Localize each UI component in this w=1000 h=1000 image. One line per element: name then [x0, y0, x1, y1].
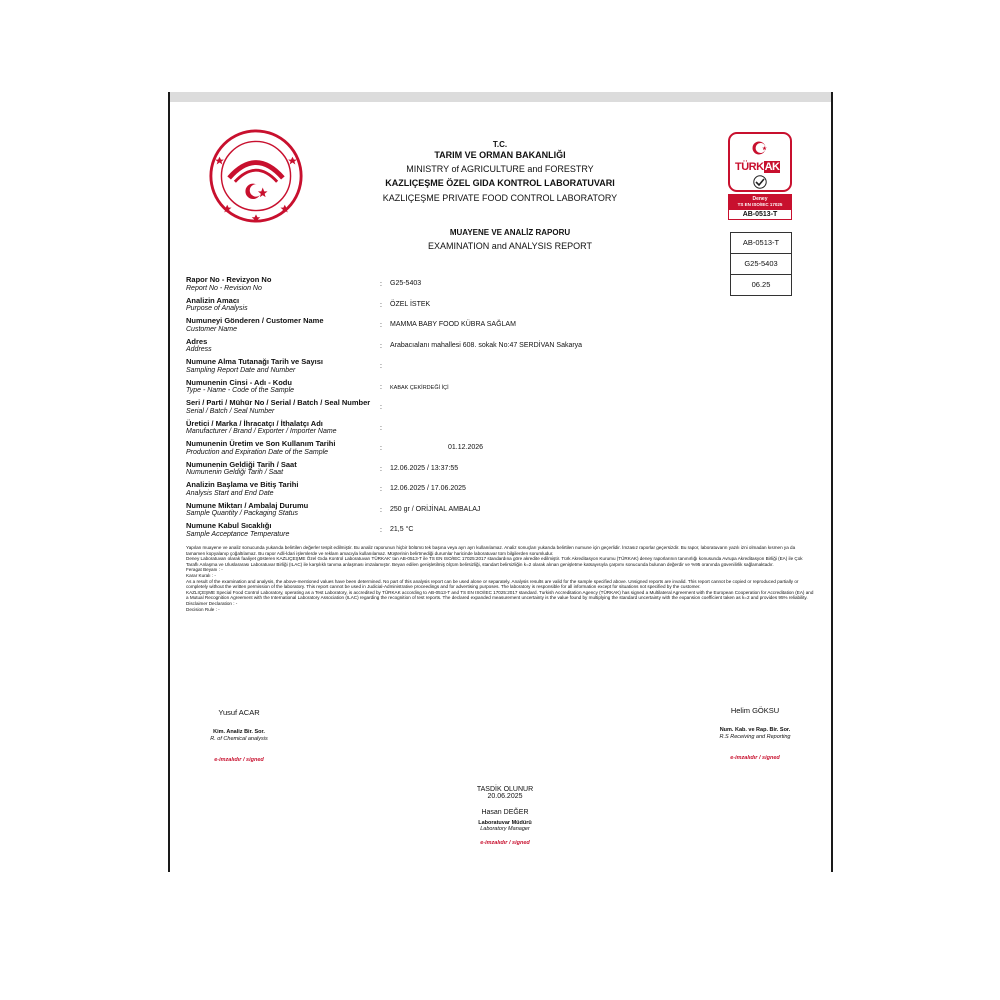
report-page	[170, 102, 831, 872]
turkak-logo	[728, 132, 792, 192]
header-tc: T.C.	[492, 140, 508, 149]
accreditation-badge	[728, 194, 792, 220]
field-label-tr: Seri / Parti / Mühür No / Serial / Batch / Seal Number	[186, 398, 371, 407]
report-title-tr: MUAYENE VE ANALİZ RAPORU	[449, 228, 571, 237]
field-row	[186, 420, 786, 441]
legal-paragraph: Yapılan muayene ve analiz sonucunda yukarıda belirtilen değerler tespit edilmiştir. Bu analiz raporunun hiçbir bölümü tek başına veya ayrı ayrı kullanılamaz. Analiz sonuçları yukarıda belirtilen numune için geçerlidir. İmzasız raporlar geçersizdir. Bu rapor, laboratuvarın yazılı izni olmadan kısmen ya da tamamen kopyalanıp çoğaltılamaz. Bu rapor Adli-İdari işlemlerde ve reklam amacıyla kullanılamaz. Müşterinin belirtmediği durumlar haricinde laboratuvar tüm bilgilerden sorumludur.	[186, 545, 796, 556]
field-value: ÖZEL İSTEK	[390, 300, 431, 308]
viewer-right-edge	[831, 92, 833, 872]
legal-paragraph: KAZLIÇEŞME Special Food Control Laboratory, operating as a Test Laboratory, is accredited by TÜRKAK according to AB-0513-T and TS EN ISO/IEC 17025:2017 standard. Turkish Accreditation Agency (TÜRKAK) has signed a Multilateral Agreement with the European Cooperation for Accreditation (EA) and a Mutual Recognition Agreement with the International Laboratory Association (ILAC) regarding the recognition of test reports. The declared expanded measurement uncertainty is the value found by multiplying the standard uncertainty with the expansion coefficient taken as k=2 and provides 95% reliability.	[186, 589, 814, 601]
field-value: 21,5 °C	[390, 526, 414, 533]
header-lab-en: KAZLIÇEŞME PRIVATE FOOD CONTROL LABORATORY	[382, 193, 618, 203]
approval-date: 20.06.2025	[487, 793, 523, 800]
turkak-word-tur: TÜRK	[735, 161, 764, 173]
legal-paragraph: Disclaimer Declaration : -	[186, 600, 238, 606]
crescent-star-icon	[752, 141, 768, 155]
field-row	[186, 317, 786, 338]
approval-label: TASDİK OLUNUR	[476, 786, 534, 793]
field-colon: :	[380, 322, 382, 329]
field-label-tr: Adres	[186, 336, 208, 346]
field-label-en: Serial / Batch / Seal Number	[186, 407, 275, 415]
signer-name: Helim GÖKSU	[730, 706, 780, 715]
field-row	[186, 440, 786, 461]
signer-name: Yusuf ACAR	[218, 708, 260, 717]
header-ministry-tr: TARIM VE ORMAN BAKANLIĞI	[434, 150, 566, 160]
field-row	[186, 338, 786, 359]
legal-paragraph: As a result of the examination and analysis, the above-mentioned values have been determined. No part of this analysis report can be used alone or separately. Analysis results are valid for the sample specified above. Unsigned reports are invalid. This report cannot be copied or reproduced partially or completely without the written permission of the laboratory. This report cannot be used in Judicial-Administrative proceedings and for advertising purposes. The laboratory is responsible for all information except for situations not specified by the customer.	[186, 578, 799, 590]
field-value: Arabacıalanı mahallesi 608. sokak No:47 SERDİVAN Sakarya	[390, 341, 583, 349]
report-header	[350, 140, 650, 203]
field-row	[186, 502, 786, 523]
field-label-en: Sample Quantity / Packaging Status	[186, 510, 299, 517]
legal-paragraph: Feragat Beyanı : -	[186, 567, 223, 573]
signature-left	[184, 708, 294, 763]
accreditation-line2: TS EN ISO/IEC 17025	[737, 202, 783, 207]
approver-title: Laboratuvar Müdürü	[478, 820, 532, 826]
field-row	[186, 399, 786, 420]
field-colon: :	[380, 342, 382, 350]
legal-paragraph: Deney Laboratuvarı olarak faaliyet gösteren KAZLIÇEŞME Özel Gıda Kontrol Laboratuvarı TÜRKAK' tan AB-0513-T ile TS EN ISO/IEC 17025:2017 standardına göre akredite edilmiştir. Türk Akreditasyon Kurumu (TÜRKAK) deney raporlarının tanınırlığı konusunda Avrupa Akreditasyon Birliği (EA) ile Çok Taraflı Anlaşma ve Uluslararası Laboratuvar Birliği (ILAC) ile karşılıklı tanıma anlaşması imzalamıştır. Beyan edilen genişletilmiş ölçüm belirsizliği, standart belirsizliğin k=2 olarak alınan genişletme katsayısıyla çarpımı sonucunda bulunan değerdir ve %95 oranında güvenilirlik sağlamaktadır.	[186, 556, 803, 567]
turkak-word-ak: AK	[764, 161, 780, 173]
field-row	[186, 358, 786, 379]
signer-title: Kim. Analiz Bir. Sor.	[213, 729, 265, 735]
field-colon: :	[380, 486, 382, 493]
legal-notice	[186, 545, 814, 612]
field-label-tr: Numuneyi Gönderen / Customer Name	[186, 316, 324, 325]
field-colon: :	[380, 281, 382, 288]
ref-report-no: G25-5403	[731, 254, 791, 275]
field-row	[186, 522, 786, 543]
field-value: 250 gr / ORİJİNAL AMBALAJ	[390, 505, 481, 513]
signer-title-en: R.S Receiving and Reporting	[719, 734, 791, 740]
field-label-tr: Üretici / Marka / İhracatçı / İthalatçı Adı	[186, 418, 323, 428]
field-label-tr: Numunenin Geldiği Tarih / Saat	[186, 459, 297, 469]
legal-paragraph: Karar Kuralı : -	[186, 572, 216, 578]
field-label-en: Numunenin Geldiği Tarih / Saat	[186, 469, 284, 476]
field-row	[186, 481, 786, 502]
field-row	[186, 461, 786, 482]
e-signed-label: e-imzalıdır / signed	[214, 757, 264, 763]
field-label-en: Analysis Start and End Date	[186, 489, 274, 497]
report-title	[370, 228, 650, 251]
field-label-en: Production and Expiration Date of the Sample	[186, 448, 329, 456]
field-label-en: Purpose of Analysis	[186, 305, 248, 312]
field-label-tr: Rapor No - Revizyon No	[186, 275, 272, 284]
field-label-en: Sample Acceptance Temperature	[186, 530, 290, 538]
approval-block	[450, 786, 560, 846]
field-colon: :	[380, 404, 382, 411]
field-colon: :	[380, 301, 382, 309]
legal-paragraph: Decision Rule : -	[186, 606, 220, 612]
field-value: 12.06.2025 / 13:37:55	[390, 464, 459, 472]
e-signed-label: e-imzalıdır / signed	[480, 840, 530, 846]
field-label-tr: Numunenin Üretim ve Son Kullanım Tarihi	[186, 439, 336, 448]
signer-title-en: R. of Chemical analysis	[210, 736, 268, 742]
field-value: MAMMA BABY FOOD KÜBRA SAĞLAM	[390, 321, 516, 328]
field-colon: :	[380, 383, 382, 391]
signer-title: Num. Kab. ve Rap. Bir. Sor.	[719, 727, 791, 733]
approver-name: Hasan DEĞER	[481, 809, 529, 816]
turkak-wordmark	[735, 161, 780, 173]
field-label-tr: Numune Alma Tutanağı Tarih ve Sayısı	[186, 357, 323, 366]
report-title-en: EXAMINATION and ANALYSIS REPORT	[427, 241, 593, 251]
report-fields	[186, 276, 786, 543]
field-label-tr: Analizin Amacı	[186, 295, 240, 305]
approver-title-en: Laboratory Manager	[480, 826, 530, 832]
e-signed-label: e-imzalıdır / signed	[730, 755, 780, 761]
field-label-tr: Numune Kabul Sıcaklığı	[186, 521, 272, 530]
field-label-en: Address	[186, 346, 212, 353]
field-label-tr: Analizin Başlama ve Bitiş Tarihi	[186, 480, 299, 489]
field-colon: :	[380, 445, 382, 452]
field-value: G25-5403	[390, 280, 422, 287]
field-colon: :	[380, 527, 382, 534]
field-value: KABAK ÇEKİRDEĞİ İÇİ	[390, 384, 449, 391]
field-label-en: Sampling Report Date and Number	[186, 366, 296, 374]
field-value: 12.06.2025 / 17.06.2025	[390, 485, 466, 492]
field-colon: :	[380, 506, 382, 514]
field-label-en: Type - Name - Code of the Sample	[186, 387, 295, 394]
accreditation-line1: Deney	[752, 196, 768, 202]
accreditation-code: AB-0513-T	[728, 209, 792, 220]
field-value: 01.12.2026	[448, 444, 484, 451]
ref-revision: 06.25	[751, 280, 771, 289]
field-colon: :	[380, 424, 382, 432]
ref-accreditation-no: AB-0513-T	[731, 233, 791, 254]
field-colon: :	[380, 465, 382, 473]
header-ministry-en: MINISTRY of AGRICULTURE and FORESTRY	[406, 164, 594, 174]
field-row	[186, 379, 786, 400]
field-label-tr: Numunenin Cinsi - Adı - Kodu	[186, 377, 292, 387]
checkmark-icon	[751, 175, 769, 189]
field-colon: :	[380, 363, 382, 370]
field-label-tr: Numune Miktarı / Ambalaj Durumu	[186, 500, 309, 510]
field-row	[186, 297, 786, 318]
field-label-en: Customer Name	[186, 325, 237, 333]
signature-right	[690, 706, 820, 761]
field-label-en: Manufacturer / Brand / Exporter / Importer Name	[186, 428, 337, 435]
field-row	[186, 276, 786, 297]
field-label-en: Report No - Revision No	[186, 284, 262, 292]
ministry-seal-icon	[208, 128, 304, 224]
viewer-top-bar	[168, 92, 833, 102]
header-lab-tr: KAZLIÇEŞME ÖZEL GIDA KONTROL LABORATUVARI	[385, 178, 615, 188]
